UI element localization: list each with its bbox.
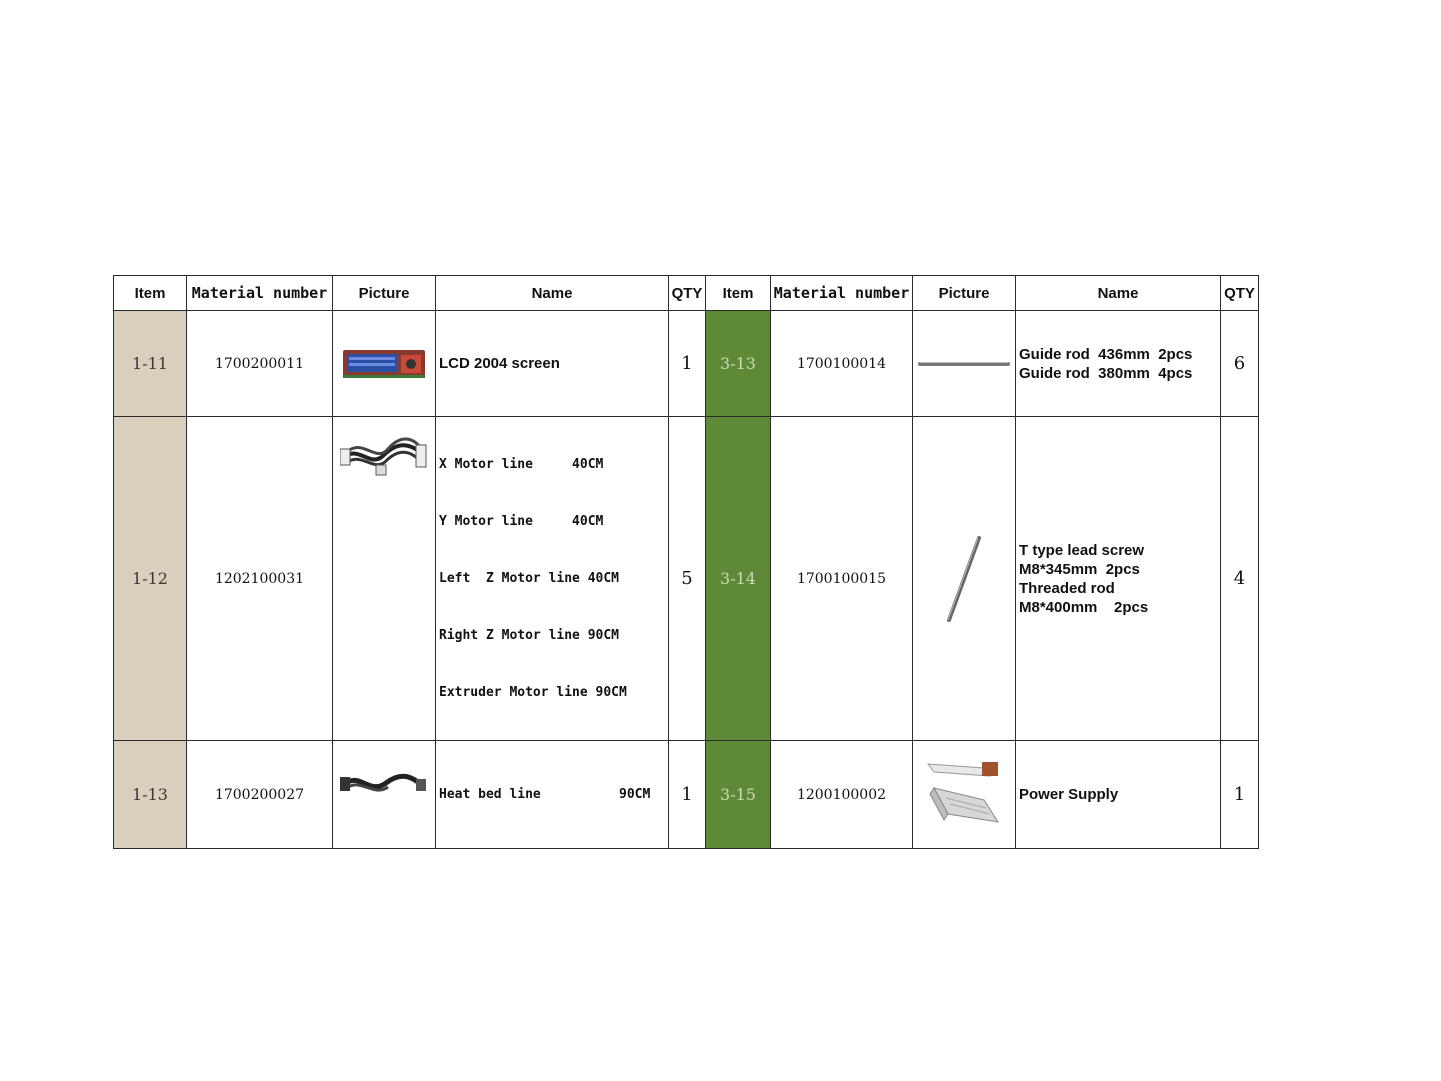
qty-cell: 1 [669,311,706,417]
header-name: Name [436,276,669,311]
picture-cell [913,311,1016,417]
name-line: X Motor line 40CM [439,457,604,472]
name-line: Left Z Motor line 40CM [439,571,620,586]
name-line: M8*400mm 2pcs [1019,598,1149,616]
item-cell: 3-14 [706,417,771,741]
qty-cell: 5 [669,417,706,741]
header-qty: QTY [669,276,706,311]
name-line: T type lead screw [1019,541,1145,559]
material-number-cell: 1700200011 [187,311,333,417]
power-supply-icon [924,758,1004,832]
heat-bed-cable-icon [340,769,428,799]
qty-cell: 1 [1221,741,1259,849]
header-picture-2: Picture [913,276,1016,311]
picture-cell [913,741,1016,849]
name-cell [436,741,669,849]
name-line: LCD 2004 screen [439,355,560,372]
guide-rod-icon [918,358,1010,370]
name-cell [436,311,669,417]
name-line: Right Z Motor line 90CM [439,628,620,643]
picture-cell [913,417,1016,741]
table-row [114,311,1259,417]
name-cell [1016,741,1221,849]
qty-cell: 6 [1221,311,1259,417]
name-line: M8*345mm 2pcs [1019,560,1140,578]
item-cell: 1-12 [114,417,187,741]
material-number-cell: 1202100031 [187,417,333,741]
name-line: Y Motor line 40CM [439,514,604,529]
header-name-2: Name [1016,276,1221,311]
item-cell: 1-13 [114,741,187,849]
name-line: Extruder Motor line 90CM [439,685,627,700]
motor-cable-bundle-icon [340,435,428,479]
header-material-number-2: Material number [771,276,913,311]
qty-cell: 1 [669,741,706,849]
name-line: Guide rod 436mm 2pcs [1019,345,1193,363]
header-item: Item [114,276,187,311]
name-cell [1016,311,1221,417]
name-cell [1016,417,1221,741]
material-number-cell: 1200100002 [771,741,913,849]
header-row [114,276,1259,311]
lcd-screen-icon [341,347,427,381]
name-line: Power Supply [1019,786,1119,803]
item-cell: 3-13 [706,311,771,417]
header-picture: Picture [333,276,436,311]
name-line: Threaded rod [1019,579,1115,597]
header-material-number: Material number [187,276,333,311]
item-cell: 3-15 [706,741,771,849]
picture-cell [333,741,436,849]
qty-cell: 4 [1221,417,1259,741]
header-item-2: Item [706,276,771,311]
header-qty-2: QTY [1221,276,1259,311]
name-cell [436,417,669,741]
material-number-cell: 1700100014 [771,311,913,417]
parts-table [113,275,1259,849]
name-line: Guide rod 380mm 4pcs [1019,364,1193,382]
table-row [114,417,1259,741]
name-line: Heat bed line 90CM [439,787,651,802]
picture-cell [333,417,436,741]
material-number-cell: 1700100015 [771,417,913,741]
picture-cell [333,311,436,417]
item-cell: 1-11 [114,311,187,417]
lead-screw-icon [929,534,999,624]
table-row [114,741,1259,849]
material-number-cell: 1700200027 [187,741,333,849]
